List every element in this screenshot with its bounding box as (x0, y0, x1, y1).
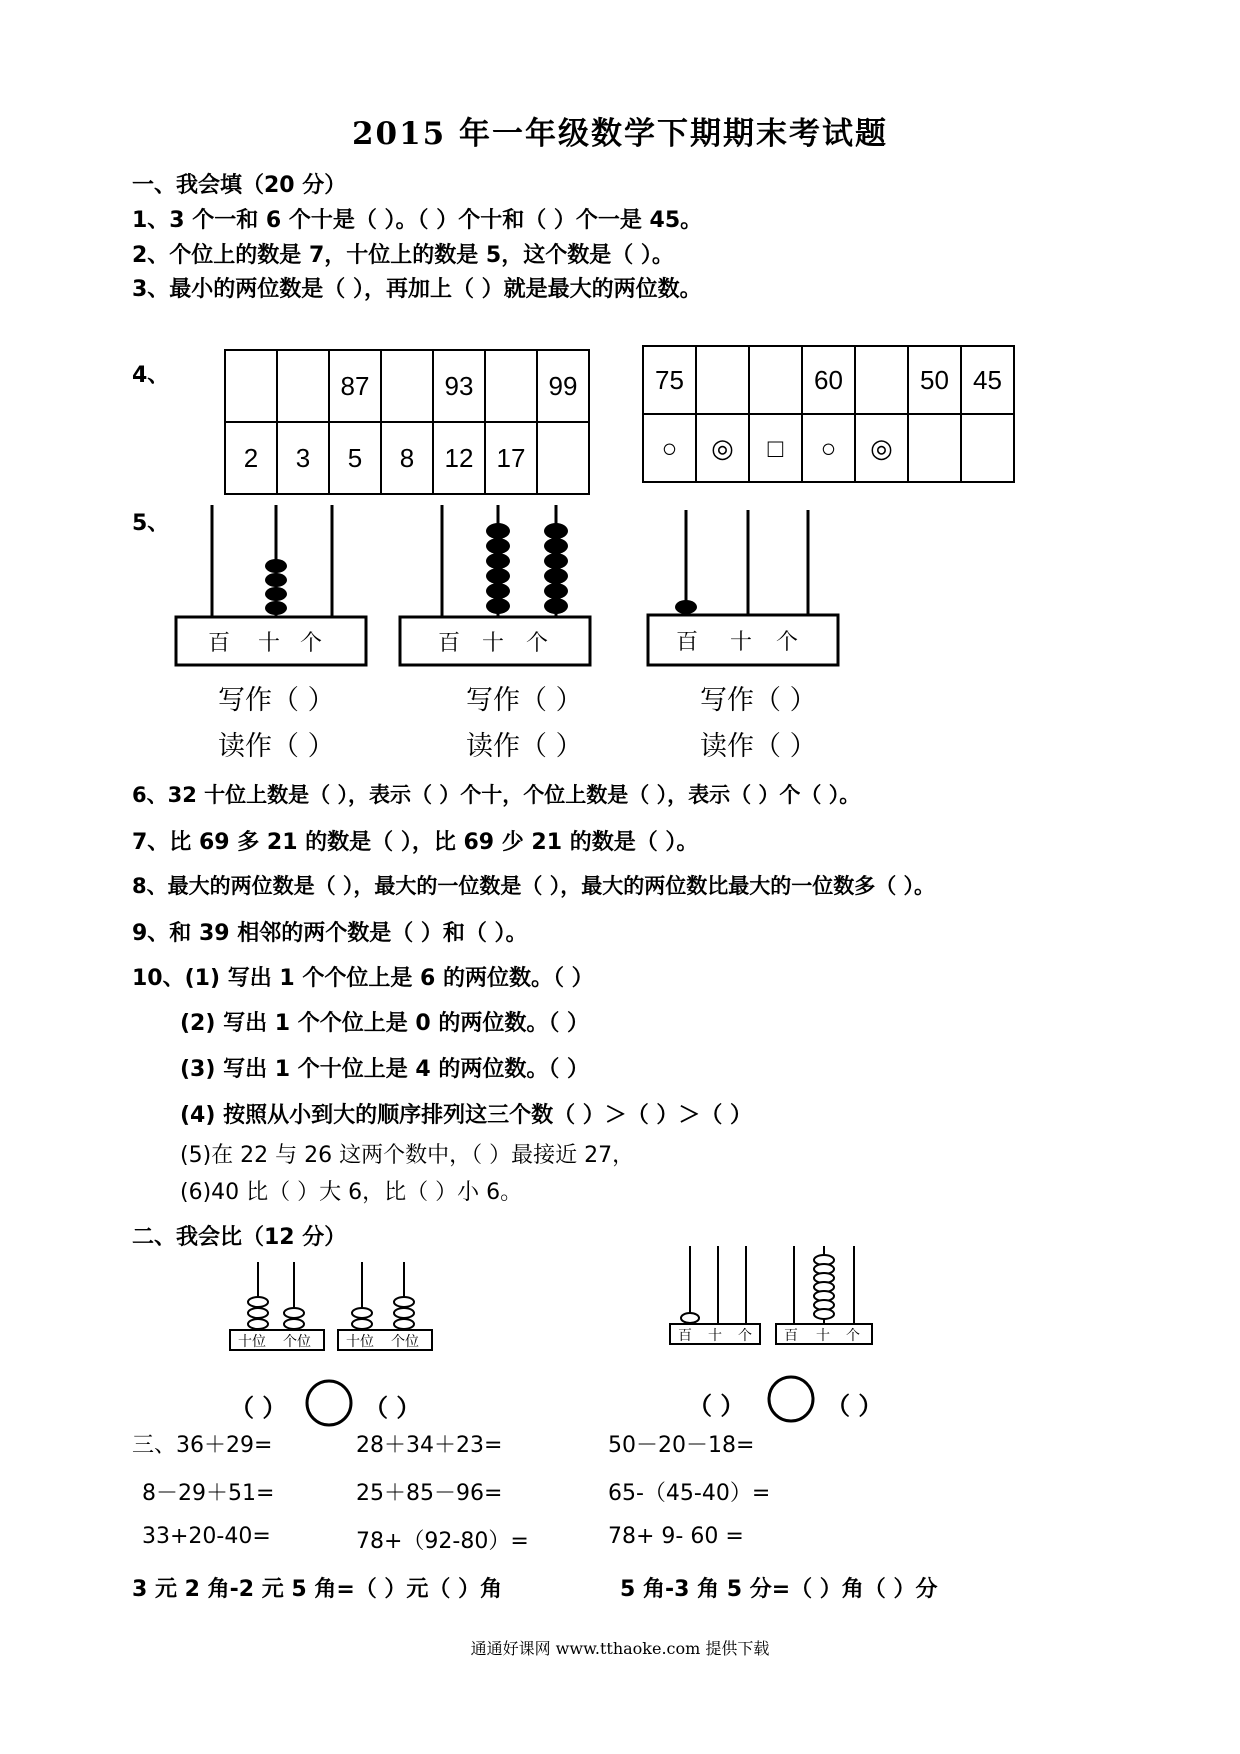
compare-blank: （ ） (364, 1394, 421, 1422)
grid-cell: 17 (485, 422, 537, 494)
compare-blank: （ ） (230, 1394, 287, 1422)
grid-cell: 8 (381, 422, 433, 494)
grid-cell (277, 350, 329, 422)
grid-cell: 50 (908, 346, 961, 414)
question-5-label: 5、 (132, 511, 170, 536)
grid-cell: 75 (643, 346, 696, 414)
read-answer-1: 读作（ ） (218, 731, 335, 762)
grid-cell: 3 (277, 422, 329, 494)
question-3: 3、最小的两位数是（ ），再加上（ ）就是最大的两位数。 (132, 277, 702, 302)
abacus-bead (352, 1308, 372, 1318)
grid-cell (749, 346, 802, 414)
number-grid-right (642, 345, 1015, 483)
page-title: 2015 年一年级数学下期期末考试题 (351, 116, 889, 152)
grid-cell: ○ (643, 414, 696, 482)
calc-1-1: 三、36＋29= (132, 1433, 273, 1458)
grid-cell (961, 414, 1014, 482)
calc-2-2: 25＋85－96= (356, 1481, 503, 1506)
grid-cell: 87 (329, 350, 381, 422)
grid-cell: 12 (433, 422, 485, 494)
place-label-ones: 个位 (391, 1334, 419, 1350)
section1-heading: 一、我会填（20 分） (132, 173, 347, 198)
place-label-tens: 十 (482, 631, 505, 656)
abacus-bead (544, 553, 568, 569)
place-label-hundreds: 百 (438, 631, 461, 656)
abacus-bead (486, 538, 510, 554)
abacus-bead (544, 538, 568, 554)
place-label-tens: 十 (816, 1328, 830, 1344)
question-10-6: (6)40 比（ ）大 6，比（ ）小 6。 (180, 1180, 523, 1205)
abacus-bead (486, 583, 510, 599)
grid-cell: 45 (961, 346, 1014, 414)
place-label-ones: 个 (776, 630, 799, 655)
grid-cell (696, 346, 749, 414)
grid-cell: ◎ (696, 414, 749, 482)
place-label-ones: 个 (300, 631, 323, 656)
abacus-bead (248, 1297, 268, 1307)
grid-cell (855, 346, 908, 414)
abacus-bead (265, 573, 287, 587)
abacus-bead (544, 568, 568, 584)
compare-abacus-right (668, 1246, 878, 1346)
calc-2-3: 65-（45-40）= (608, 1481, 771, 1506)
abacus-bead (394, 1308, 414, 1318)
grid-cell: 99 (537, 350, 589, 422)
number-grid-left (224, 349, 590, 495)
abacus-bead (486, 553, 510, 569)
grid-cell: 93 (433, 350, 485, 422)
abacus-bead (675, 600, 697, 614)
place-label-ones: 个 (738, 1328, 752, 1344)
place-label-ones: 个 (846, 1328, 860, 1344)
place-label-tens: 十 (730, 630, 753, 655)
grid-cell: ○ (802, 414, 855, 482)
grid-cell: □ (749, 414, 802, 482)
question-10-5: (5)在 22 与 26 这两个数中，（ ）最接近 27， (180, 1143, 635, 1168)
grid-cell (485, 350, 537, 422)
abacus-bead (284, 1308, 304, 1318)
abacus-bead (486, 523, 510, 539)
calc-1-2: 28＋34＋23= (356, 1433, 503, 1458)
write-answer-2: 写作（ ） (466, 685, 583, 716)
abacus-1 (176, 505, 370, 667)
grid-cell: 2 (225, 422, 277, 494)
place-label-hundreds: 百 (784, 1328, 798, 1344)
abacus-bead (486, 568, 510, 584)
money-calc-2: 5 角-3 角 5 分=（ ）角（ ）分 (620, 1577, 938, 1602)
place-label-tens: 十位 (238, 1334, 266, 1350)
question-6: 6、32 十位上数是（ ），表示（ ）个十，个位上数是（ ），表示（ ）个（ ）。 (132, 783, 861, 807)
compare-circle-icon (766, 1374, 816, 1424)
grid-cell: ◎ (855, 414, 908, 482)
grid-cell (908, 414, 961, 482)
calc-3-2: 78+（92-80）= (356, 1529, 529, 1554)
question-1: 1、3 个一和 6 个十是（ ）。（ ）个十和（ ）个一是 45。 (132, 208, 703, 233)
abacus-bead (544, 583, 568, 599)
abacus-bead (544, 598, 568, 614)
abacus-bead (394, 1319, 414, 1329)
question-10-3: (3) 写出 1 个十位上是 4 的两位数。（ ） (180, 1057, 589, 1082)
place-label-tens: 十位 (346, 1334, 374, 1350)
place-label-hundreds: 百 (208, 631, 231, 656)
question-10-4: (4) 按照从小到大的顺序排列这三个数（ ）＞（ ）＞（ ） (180, 1103, 753, 1128)
grid-cell (537, 422, 589, 494)
abacus-bead (248, 1319, 268, 1329)
abacus-bead (248, 1308, 268, 1318)
section2-heading: 二、我会比（12 分） (132, 1225, 347, 1250)
grid-cell: 5 (329, 422, 381, 494)
place-label-tens: 十 (258, 631, 281, 656)
abacus-bead (265, 559, 287, 573)
abacus-bead (486, 598, 510, 614)
calc-1-3: 50－20－18= (608, 1433, 755, 1458)
compare-blank: （ ） (688, 1392, 745, 1420)
read-answer-3: 读作（ ） (700, 731, 817, 762)
abacus-2 (400, 505, 594, 667)
abacus-bead (394, 1297, 414, 1307)
grid-cell (381, 350, 433, 422)
footer-credit: 通通好课网 www.tthaoke.com 提供下载 (470, 1639, 770, 1658)
abacus-bead (265, 601, 287, 615)
question-10-2: (2) 写出 1 个个位上是 0 的两位数。（ ） (180, 1011, 589, 1036)
place-label-ones: 个 (526, 631, 549, 656)
compare-blank: （ ） (826, 1392, 883, 1420)
abacus-bead (352, 1319, 372, 1329)
question-10-1: 10、(1) 写出 1 个个位上是 6 的两位数。（ ） (132, 966, 594, 991)
question-8: 8、最大的两位数是（ ），最大的一位数是（ ），最大的两位数比最大的一位数多（ ）。 (132, 874, 936, 898)
abacus-bead (681, 1313, 699, 1323)
abacus-bead (265, 587, 287, 601)
question-2: 2、个位上的数是 7，十位上的数是 5，这个数是（ ）。 (132, 243, 674, 268)
place-label-hundreds: 百 (678, 1328, 692, 1344)
abacus-bead (814, 1309, 834, 1319)
read-answer-2: 读作（ ） (466, 731, 583, 762)
calc-3-1: 33+20-40= (142, 1524, 271, 1549)
write-answer-1: 写作（ ） (218, 685, 335, 716)
abacus-bead (544, 523, 568, 539)
compare-abacus-left (228, 1262, 438, 1352)
place-label-tens: 十 (708, 1328, 722, 1344)
question-4-label: 4、 (132, 363, 170, 388)
place-label-ones: 个位 (283, 1334, 311, 1350)
abacus-3 (648, 510, 842, 670)
calc-3-3: 78+ 9- 60 = (608, 1524, 744, 1549)
grid-cell: 60 (802, 346, 855, 414)
money-calc-1: 3 元 2 角-2 元 5 角=（ ）元（ ）角 (132, 1577, 503, 1602)
compare-circle-icon (304, 1378, 354, 1428)
grid-cell (225, 350, 277, 422)
calc-2-1: 8－29＋51= (142, 1481, 275, 1506)
question-7: 7、比 69 多 21 的数是（ ），比 69 少 21 的数是（ ）。 (132, 830, 699, 855)
write-answer-3: 写作（ ） (700, 685, 817, 716)
place-label-hundreds: 百 (676, 630, 699, 655)
question-9: 9、和 39 相邻的两个数是（ ）和（ ）。 (132, 921, 528, 946)
abacus-bead (284, 1319, 304, 1329)
